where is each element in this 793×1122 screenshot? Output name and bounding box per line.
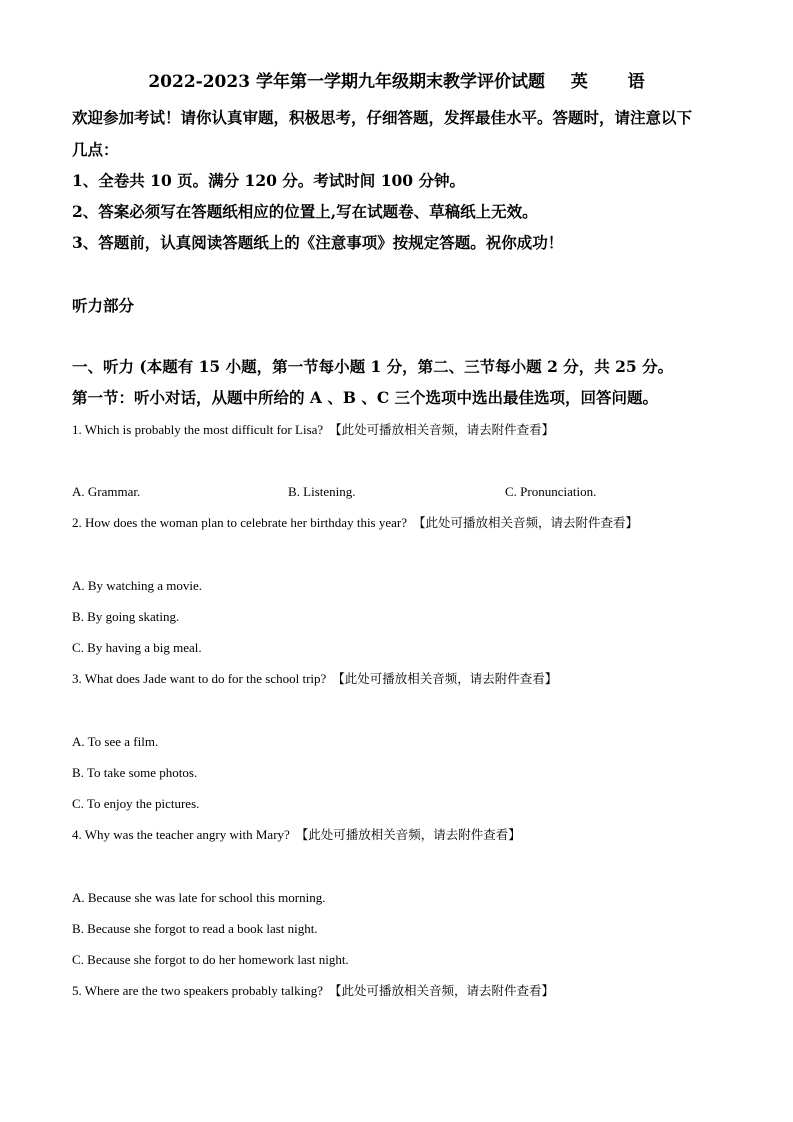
question-text: 5. Where are the two speakers probably talking? — [72, 983, 323, 998]
q2-option-a: A. By watching a movie. — [72, 578, 202, 593]
title-subject-char-1: 英 — [570, 72, 588, 92]
audio-note[interactable]: 【此处可播放相关音频，请去附件查看】 — [295, 827, 521, 842]
audio-note[interactable]: 【此处可播放相关音频，请去附件查看】 — [329, 422, 555, 437]
question-1 — [72, 421, 554, 439]
q1-option-a: A. Grammar. — [72, 484, 141, 499]
audio-note[interactable]: 【此处可播放相关音频，请去附件查看】 — [413, 515, 639, 530]
q1-option-b: B. Listening. — [288, 484, 356, 499]
page-title — [0, 70, 793, 94]
question-text: 1. Which is probably the most difficult for Lisa? — [72, 422, 324, 437]
question-text: 3. What does Jade want to do for the school trip? — [72, 671, 327, 686]
question-text: 2. How does the woman plan to celebrate her birthday this year? — [72, 515, 407, 530]
section-heading: 一、听力 (本题有 15 小题，第一节每小题 1 分，第二、三节每小题 2 分，共 25 分。 — [72, 357, 674, 376]
rule-2: 2、答案必须写在答题纸相应的位置上,写在试题卷、草稿纸上无效。 — [72, 202, 538, 221]
audio-note[interactable]: 【此处可播放相关音频，请去附件查看】 — [329, 983, 555, 998]
q1-option-c: C. Pronunciation. — [505, 484, 597, 499]
question-text: 4. Why was the teacher angry with Mary? — [72, 827, 290, 842]
question-2 — [72, 514, 638, 532]
question-3 — [72, 670, 557, 688]
q4-option-c: C. Because she forgot to do her homework last night. — [72, 952, 349, 967]
q3-option-a: A. To see a film. — [72, 734, 159, 749]
question-5 — [72, 982, 554, 1000]
rule-3: 3、答题前，认真阅读答题纸上的《注意事项》按规定答题。祝你成功！ — [72, 233, 564, 252]
title-main: 2022-2023 学年第一学期九年级期末教学评价试题 — [148, 72, 545, 92]
q3-option-b: B. To take some photos. — [72, 765, 198, 780]
q4-option-b: B. Because she forgot to read a book last night. — [72, 921, 318, 936]
q2-option-b: B. By going skating. — [72, 609, 180, 624]
q4-option-a: A. Because she was late for school this morning. — [72, 890, 326, 905]
q2-option-c: C. By having a big meal. — [72, 640, 202, 655]
rule-1: 1、全卷共 10 页。满分 120 分。考试时间 100 分钟。 — [72, 171, 465, 190]
part-title: 听力部分 — [72, 296, 135, 315]
q3-option-c: C. To enjoy the pictures. — [72, 796, 200, 811]
intro-line-2: 几点： — [72, 140, 119, 159]
section-subheading: 第一节：听小对话，从题中所给的 A 、B 、C 三个选项中选出最佳选项，回答问题。 — [72, 388, 659, 407]
question-4 — [72, 826, 521, 844]
intro-line-1: 欢迎参加考试！请你认真审题，积极思考，仔细答题，发挥最佳水平。答题时，请注意以下 — [72, 108, 693, 127]
title-subject-char-2: 语 — [627, 72, 645, 92]
audio-note[interactable]: 【此处可播放相关音频，请去附件查看】 — [332, 671, 558, 686]
